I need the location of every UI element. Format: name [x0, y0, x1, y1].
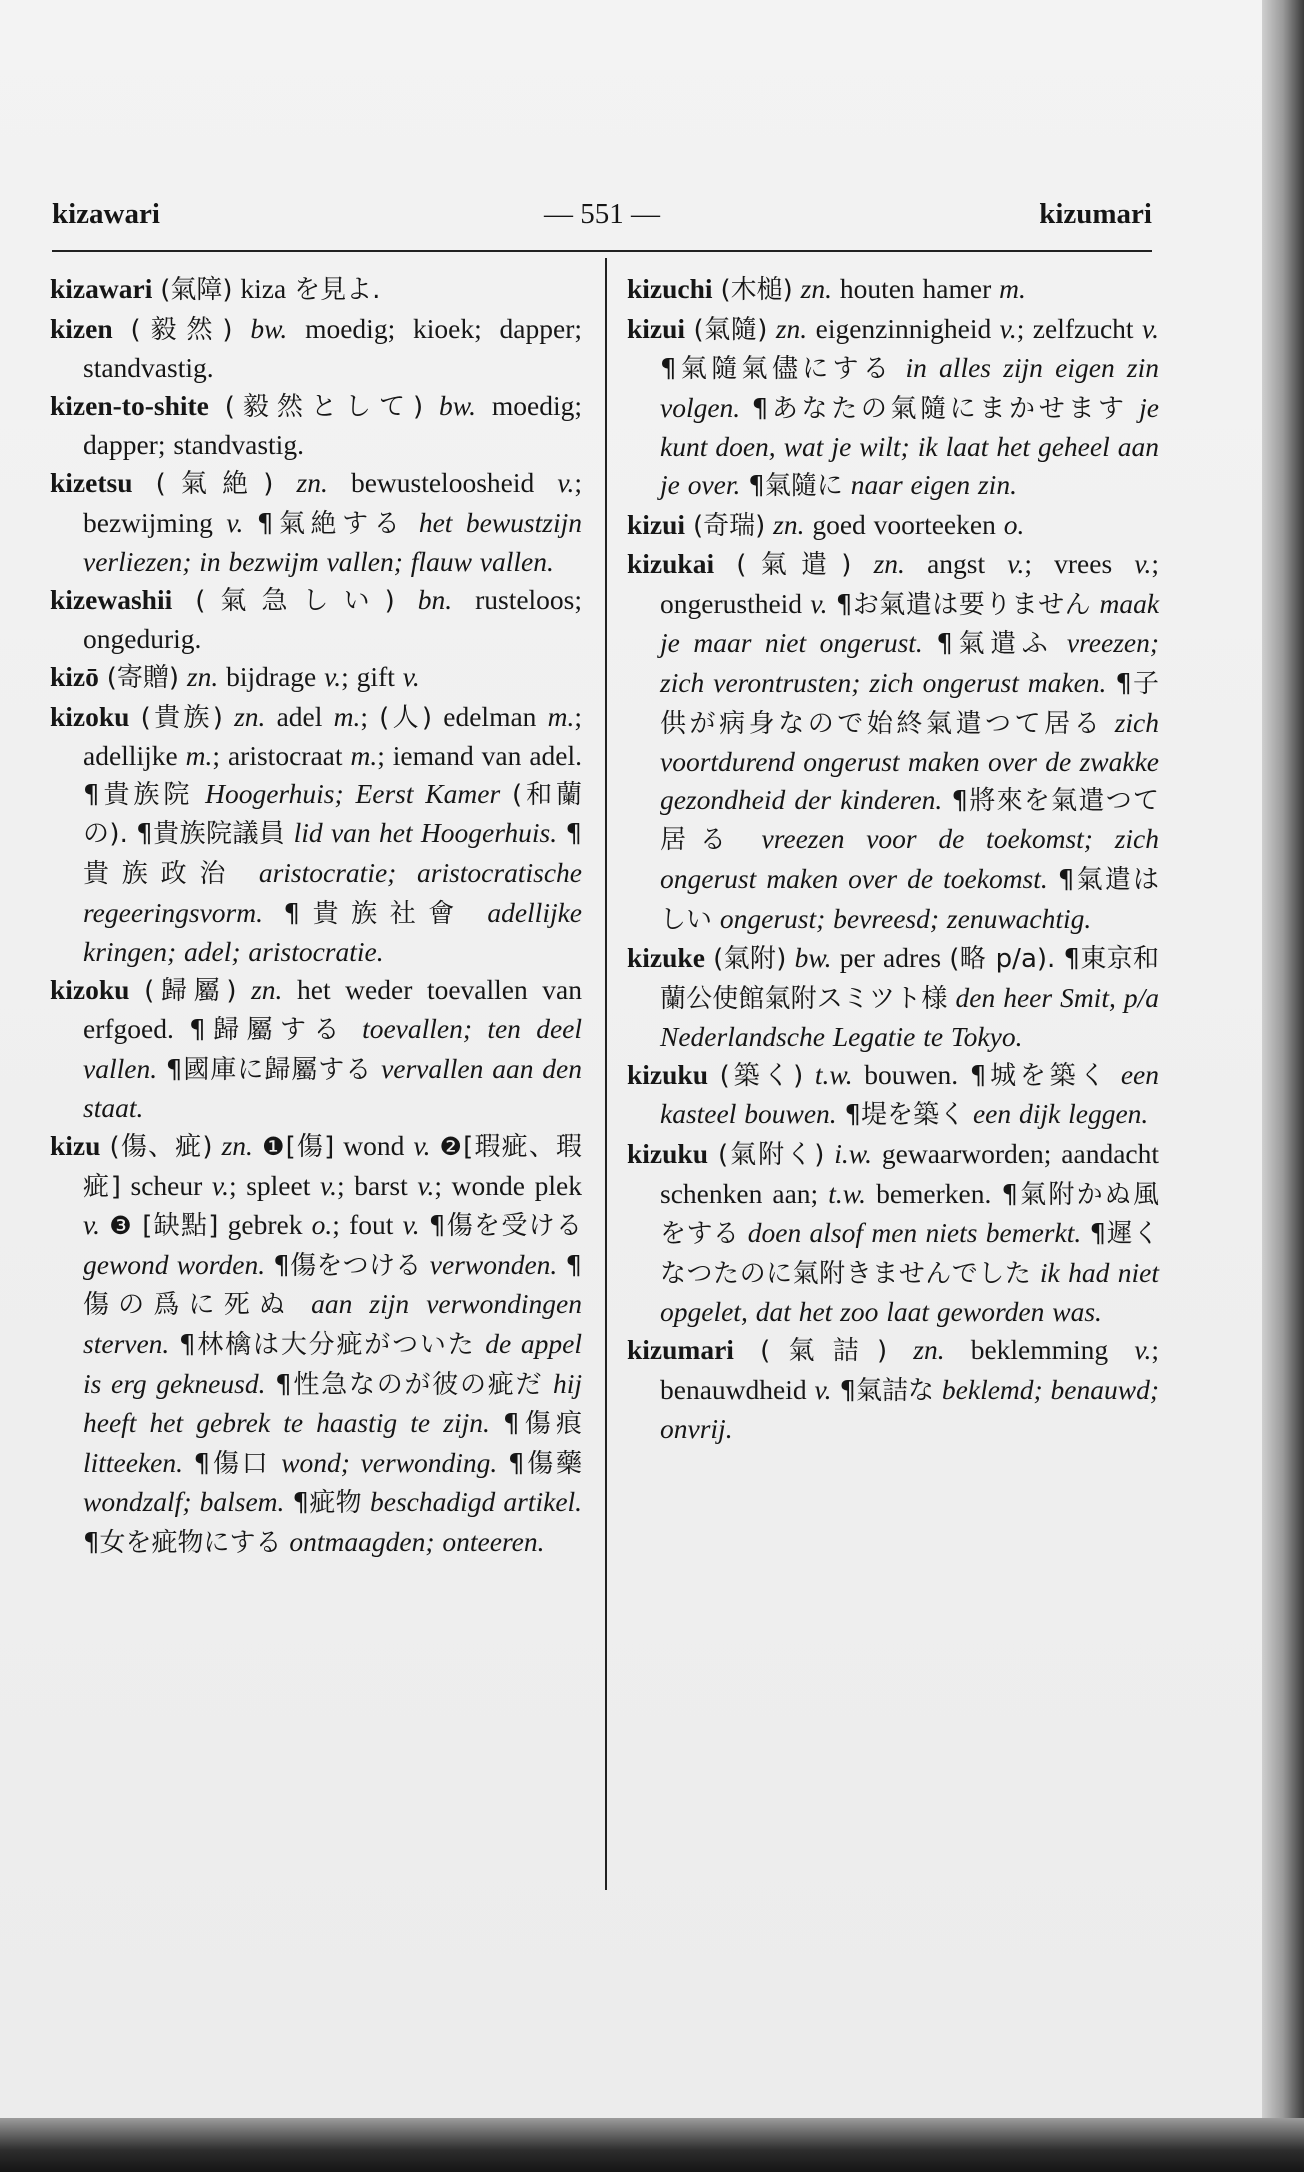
definition-text	[294, 1288, 311, 1319]
italic-text: t.w.	[814, 1058, 853, 1090]
japanese-text: ¶傷口	[193, 1448, 271, 1479]
definition-text	[99, 661, 107, 692]
definition-text	[708, 1059, 720, 1090]
dictionary-entry	[50, 698, 582, 971]
definition-text	[157, 1053, 166, 1084]
definition-text	[497, 1447, 508, 1478]
definition-text: bijdrage	[218, 660, 325, 692]
definition-text: ; benauwdheid	[660, 1334, 1159, 1405]
japanese-text: (貴族)	[140, 702, 223, 733]
japanese-text: (奇瑞)	[692, 510, 766, 541]
definition-text	[223, 701, 234, 732]
italic-text: v.	[413, 1130, 431, 1162]
definition-text: ; barst	[337, 1169, 418, 1201]
definition-text	[837, 1098, 845, 1129]
definition-text	[705, 942, 713, 973]
japanese-text: ¶傷の爲に死ぬ	[83, 1250, 583, 1321]
japanese-text: (氣附)	[713, 944, 787, 975]
italic-text: gewond worden.	[83, 1248, 266, 1280]
japanese-text: ¶東京和蘭公使館氣附スミツト様	[660, 944, 1160, 1014]
definition-text	[793, 273, 801, 304]
headword: kizu	[50, 1130, 101, 1162]
italic-text: naar eigen zin.	[850, 468, 1017, 500]
definition-text	[824, 1138, 834, 1169]
headword: kizetsu	[50, 466, 133, 498]
dictionary-entry	[627, 1056, 1159, 1135]
dictionary-entry	[627, 939, 1159, 1056]
definition-text	[237, 974, 252, 1005]
italic-text: v.	[324, 660, 342, 692]
japanese-text: (氣障)	[160, 275, 233, 305]
japanese-text: ¶氣遣ふ	[936, 629, 1054, 660]
japanese-text: ¶氣附かぬ風をする	[660, 1179, 1159, 1250]
definition-text	[934, 1374, 942, 1405]
definition-text	[233, 313, 251, 344]
definition-text: gebrek	[218, 1209, 312, 1241]
definition-text	[213, 1130, 222, 1161]
italic-text: een kasteel bouwen.	[660, 1058, 1159, 1130]
italic-text: het bewustzijn verliezen; in bezwijm vallen; flauw vallen.	[83, 506, 582, 578]
definition-text	[1048, 863, 1058, 894]
definition-text	[1103, 707, 1114, 738]
definition-text: bewusteloosheid	[327, 466, 558, 498]
italic-text: v.	[83, 1209, 101, 1241]
italic-text: zn.	[775, 312, 808, 344]
japanese-text: ¶國庫に歸屬する	[165, 1054, 373, 1085]
right-guide-word: kizumari	[1039, 198, 1152, 230]
headword: kizui	[627, 508, 686, 540]
definition-text: gewaarworden; aandacht schenken aan;	[660, 1138, 1159, 1209]
headword: kizoku	[50, 700, 130, 732]
definition-text	[1128, 392, 1140, 423]
definition-text	[395, 584, 418, 615]
definition-text	[285, 817, 293, 848]
definition-text	[372, 1053, 381, 1084]
definition-text	[490, 1407, 503, 1438]
japanese-text: ¶傷藥	[507, 1448, 583, 1479]
japanese-text: (毅然として)	[224, 391, 424, 422]
italic-text: o.	[1003, 508, 1025, 540]
definition-text	[1109, 1059, 1121, 1090]
japanese-text: [缺點]	[142, 1211, 219, 1242]
italic-text: t.w.	[828, 1177, 866, 1209]
italic-text: m.	[350, 740, 378, 772]
japanese-text: ¶氣詰な	[839, 1375, 935, 1406]
italic-text: zn.	[186, 660, 219, 692]
japanese-text: ¶林檎は大分疵がついた	[179, 1330, 476, 1361]
japanese-text: ¶城を築く	[969, 1060, 1110, 1091]
italic-text: zich voortdurend ongerust maken over de zwakke gezondheid der kinderen.	[660, 706, 1159, 815]
japanese-text: (寄贈)	[106, 662, 180, 693]
dictionary-entry	[50, 270, 582, 310]
italic-text: v.	[557, 466, 575, 498]
japanese-text: (和蘭の).	[83, 779, 582, 850]
definition-text: edelman	[432, 700, 548, 732]
japanese-text: を見よ.	[294, 275, 381, 305]
dictionary-entry	[627, 545, 1159, 939]
definition-text: ; ongerustheid	[660, 548, 1159, 619]
italic-text: een dijk leggen.	[972, 1098, 1149, 1130]
italic-text: bn.	[417, 583, 453, 615]
definition-text: beklemming	[944, 1334, 1135, 1366]
japanese-text: ¶氣遣はしい	[660, 864, 1159, 935]
definition-text	[739, 1217, 747, 1248]
japanese-text: (歸屬)	[144, 975, 237, 1006]
headword: kizui	[627, 312, 686, 344]
italic-text: lid van het Hoogerhuis.	[293, 817, 558, 849]
italic-text: zn.	[913, 1334, 945, 1366]
left-column	[50, 270, 582, 1563]
definition-text: ; aristocraat	[212, 740, 351, 772]
italic-text: m.	[333, 700, 361, 732]
italic-text: litteeken.	[83, 1446, 184, 1478]
italic-text: wond; verwonding.	[281, 1446, 498, 1478]
japanese-text: (氣急しい)	[195, 585, 395, 616]
definition-text	[172, 584, 195, 615]
definition-text	[113, 313, 131, 344]
definition-text: ; fout	[332, 1209, 403, 1241]
italic-text: aristocratie; aristocratische regeeringsvorm.	[83, 856, 582, 928]
definition-text	[467, 897, 487, 928]
italic-text: i.w.	[834, 1138, 872, 1170]
header-rule	[52, 250, 1152, 252]
definition-text	[179, 661, 187, 692]
headword: kizewashii	[50, 583, 173, 615]
definition-text	[734, 1334, 760, 1365]
definition-text	[1081, 1217, 1089, 1248]
definition-text	[405, 507, 418, 538]
italic-text: ik had niet opgelet, dat het zoo laat geworden was.	[660, 1256, 1159, 1328]
definition-text	[851, 548, 873, 579]
headword: kizoku	[50, 973, 130, 1005]
sense-number: ❶	[261, 1132, 286, 1162]
japanese-text: ¶將來を氣遣つて居る	[660, 785, 1160, 856]
headword: kizukai	[627, 548, 715, 580]
italic-text: zn.	[773, 508, 805, 540]
right-column	[627, 270, 1159, 1448]
sense-number: ❷	[439, 1132, 464, 1162]
italic-text: m.	[999, 273, 1026, 304]
italic-text: bw.	[794, 942, 832, 974]
italic-text: v.	[999, 312, 1017, 344]
dictionary-entry	[627, 1331, 1159, 1448]
japanese-text: [傷]	[285, 1132, 335, 1163]
definition-text	[712, 903, 720, 934]
definition-text	[129, 974, 144, 1005]
definition-text	[887, 1334, 913, 1365]
italic-text: m.	[185, 740, 213, 772]
definition-text	[965, 1098, 973, 1129]
headword: kizumari	[627, 1334, 734, 1366]
japanese-text: ¶あなたの氣隨にまかせます	[751, 393, 1128, 424]
definition-text: ; spleet	[228, 1169, 320, 1201]
dictionary-entry	[627, 270, 1159, 310]
definition-text	[243, 507, 256, 538]
italic-text: bw.	[439, 389, 476, 421]
definition-text	[347, 1013, 362, 1044]
definition-text	[133, 467, 156, 498]
definition-text	[714, 548, 736, 579]
dictionary-entry	[50, 387, 582, 464]
headword: kizuku	[627, 1058, 709, 1090]
italic-text: den heer Smit, p/a Nederlandsche Legatie te Tokyo.	[660, 981, 1159, 1053]
definition-text: scheur	[120, 1169, 212, 1201]
definition-text: ; wonde plek	[434, 1169, 582, 1201]
italic-text: zn.	[221, 1130, 253, 1162]
definition-text	[708, 1138, 718, 1169]
definition-text	[827, 588, 835, 619]
italic-text: toevallen; ten deel vallen.	[83, 1013, 583, 1084]
definition-text	[423, 390, 439, 421]
japanese-text: ¶性急なのが彼の疵だ	[275, 1369, 544, 1400]
italic-text: v.	[319, 1169, 338, 1201]
definition-text: bouwen.	[852, 1058, 970, 1090]
japanese-text: ¶傷を受ける	[428, 1211, 582, 1242]
italic-text: doen alsof men niets bemerkt.	[747, 1217, 1082, 1249]
definition-text: ; vrees	[1024, 548, 1135, 580]
definition-text: ; iemand van adel.	[377, 740, 583, 772]
definition-text: bemerken.	[865, 1177, 1002, 1209]
italic-text: verwonden.	[429, 1248, 558, 1280]
headword: kizuke	[627, 942, 705, 974]
definition-text	[183, 1447, 194, 1478]
japanese-text: ¶女を疵物にする	[83, 1528, 282, 1558]
headword: kizawari	[50, 273, 153, 304]
japanese-text: ¶氣隨氣儘にする	[660, 354, 894, 385]
japanese-text: (氣遣)	[736, 550, 852, 581]
definition-text: ; bezwijming	[83, 466, 583, 538]
definition-text	[430, 1130, 439, 1161]
dictionary-entry	[50, 581, 582, 658]
italic-text: vreezen voor de toekomst; zich ongerust maken over de toekomst.	[660, 823, 1160, 894]
italic-text: bw.	[250, 312, 288, 344]
definition-text	[765, 509, 773, 540]
japanese-text: ¶子供が病身なので始終氣遣つて居る	[660, 668, 1160, 739]
japanese-text: ¶傷痕	[502, 1409, 583, 1440]
definition-text: per adres	[831, 942, 950, 974]
definition-text	[271, 1447, 282, 1478]
definition-text	[129, 701, 140, 732]
italic-text: v.	[810, 587, 828, 619]
headword: kizuku	[627, 1138, 709, 1170]
definition-text	[803, 1059, 815, 1090]
italic-text: v.	[814, 1373, 832, 1405]
definition-text: angst	[904, 548, 1008, 580]
italic-text: de appel is erg gekneusd.	[83, 1328, 583, 1399]
definition-text: eigenzinnigheid	[807, 312, 1000, 344]
italic-text: v.	[417, 1169, 435, 1201]
dictionary-entry	[50, 464, 582, 581]
italic-text: zn.	[800, 273, 832, 304]
left-guide-word: kizawari	[52, 198, 160, 230]
italic-text: beklemd; benauwd; onvrij.	[660, 1373, 1160, 1445]
definition-text: het weder toevallen van erfgoed.	[83, 973, 583, 1045]
italic-text: v.	[1134, 548, 1152, 580]
japanese-text: (人)	[379, 702, 433, 733]
definition-text	[685, 313, 693, 344]
japanese-text: (毅然)	[130, 314, 233, 345]
definition-text	[169, 1328, 179, 1359]
definition-text	[100, 1130, 109, 1161]
dictionary-entry	[627, 310, 1159, 506]
italic-text: beschadigd artikel.	[370, 1486, 583, 1518]
italic-text: ontmaagden; onteeren.	[289, 1526, 545, 1557]
italic-text: zn.	[873, 548, 905, 580]
definition-text: moedig; kioek; dapper; standvastig.	[83, 312, 583, 384]
headword: kizen	[50, 312, 113, 344]
japanese-text: ¶氣隨に	[748, 470, 843, 501]
italic-text: maak je maar niet ongerust.	[660, 587, 1160, 659]
definition-text: ; gift	[341, 660, 403, 692]
italic-text: o.	[311, 1209, 333, 1241]
japanese-text: ¶貴族社會	[283, 898, 467, 929]
japanese-text: ¶歸屬する	[189, 1015, 347, 1046]
italic-text: hij heeft het gebrek te haastig te zijn.	[83, 1367, 583, 1439]
italic-text: v.	[402, 1209, 420, 1241]
definition-text	[685, 509, 693, 540]
definition-text	[543, 1368, 553, 1399]
definition-text	[193, 778, 205, 809]
definition-text: wond	[334, 1130, 414, 1162]
definition-text	[500, 778, 512, 809]
definition-text	[923, 627, 937, 658]
book-edge-bottom	[0, 2118, 1304, 2172]
japanese-text: (氣詰)	[760, 1336, 888, 1367]
definition-text	[263, 897, 283, 928]
definition-text	[740, 823, 762, 854]
japanese-text: [瑕疵、瑕疵]	[83, 1132, 582, 1202]
definition-text: houten hamer	[831, 273, 1000, 304]
japanese-text: (略 p/a).	[949, 944, 1056, 975]
italic-text: v.	[402, 660, 420, 692]
dictionary-entry	[50, 1127, 582, 1563]
definition-text: rusteloos; ongedurig.	[83, 583, 583, 655]
italic-text: m.	[547, 700, 575, 732]
dictionary-entry	[50, 971, 582, 1127]
sense-number: ❸	[109, 1211, 133, 1241]
dictionary-entry	[50, 310, 582, 387]
italic-text: v.	[1134, 1334, 1152, 1366]
japanese-text: ¶貴族院	[83, 779, 194, 810]
definition-text: ;	[360, 700, 380, 732]
italic-text: zn.	[296, 466, 328, 498]
dictionary-entry	[627, 506, 1159, 546]
definition-text	[740, 392, 752, 423]
japanese-text: (氣絶)	[155, 468, 274, 499]
definition-text: adel	[265, 700, 334, 732]
definition-text	[284, 1486, 292, 1517]
definition-text	[133, 1209, 142, 1240]
headword: kizuchi	[627, 273, 713, 304]
definition-text	[265, 1368, 275, 1399]
definition-text: ; adellijke	[83, 700, 582, 772]
italic-text: v.	[1007, 548, 1025, 580]
definition-text	[128, 817, 136, 848]
japanese-text: (氣附く)	[717, 1140, 825, 1171]
page-number: — 551 —	[544, 198, 660, 230]
italic-text: in alles zijn eigen zin volgen.	[660, 352, 1160, 423]
italic-text: adellijke kringen; adel; aristocratie.	[83, 896, 583, 968]
italic-text: zn.	[234, 700, 266, 732]
headword: kizō	[50, 660, 99, 692]
japanese-text: ¶貴族院議員	[136, 819, 286, 850]
definition-text: moedig; dapper; standvastig.	[83, 389, 582, 461]
italic-text: Hoogerhuis; Eerst Kamer	[205, 777, 501, 809]
japanese-text: (木槌)	[720, 275, 793, 305]
japanese-text: (築く)	[719, 1060, 804, 1091]
japanese-text: (氣隨)	[693, 314, 768, 345]
definition-text: kiza	[232, 273, 295, 304]
headword: kizen-to-shite	[50, 389, 209, 421]
italic-text: v.	[1141, 312, 1160, 344]
definition-text: ; zelfzucht	[1016, 312, 1142, 344]
italic-text: je kunt doen, wat je wilt; ik laat het geheel aan je over.	[660, 391, 1160, 500]
italic-text: v.	[226, 506, 244, 538]
definition-text	[420, 1209, 429, 1240]
definition-text	[786, 942, 794, 973]
japanese-text: ¶貴族政治	[83, 819, 582, 889]
japanese-text: ¶疵物	[292, 1488, 362, 1519]
definition-text	[476, 1328, 486, 1359]
column-divider	[605, 258, 607, 1890]
definition-text	[767, 313, 775, 344]
dictionary-entry	[50, 658, 582, 698]
definition-text	[843, 469, 851, 500]
japanese-text: ¶遲くなつたのに氣附きませんでした	[660, 1219, 1160, 1289]
definition-text	[422, 1249, 430, 1280]
definition-text	[362, 1486, 370, 1517]
japanese-text: ¶傷をつける	[273, 1250, 422, 1281]
definition-text	[1053, 627, 1067, 658]
japanese-text: ¶堤を築く	[844, 1100, 966, 1131]
japanese-text: ¶お氣遣は要りません	[835, 589, 1092, 620]
definition-text: goed voorteeken	[804, 508, 1004, 540]
definition-text	[1031, 1257, 1039, 1288]
japanese-text: (傷、疵)	[109, 1132, 213, 1163]
italic-text: vreezen; zich verontrusten; zich ongerust maken.	[660, 627, 1160, 698]
italic-text: wondzalf; balsem.	[83, 1486, 285, 1518]
italic-text: zn.	[251, 973, 283, 1005]
definition-text	[1055, 942, 1063, 973]
italic-text: v.	[211, 1169, 229, 1201]
italic-text: ongerust; bevreesd; zenuwachtig.	[719, 902, 1092, 934]
dictionary-entry	[627, 1135, 1159, 1331]
definition-text	[893, 352, 905, 383]
definition-text	[273, 467, 296, 498]
definition-text	[238, 857, 259, 888]
japanese-text: ¶氣絶する	[256, 508, 406, 539]
book-edge-right	[1262, 0, 1304, 2172]
italic-text: vervallen aan den staat.	[83, 1052, 583, 1124]
definition-text	[209, 390, 225, 421]
definition-text	[253, 1130, 262, 1161]
definition-text	[100, 1209, 109, 1240]
running-head	[52, 198, 1152, 240]
italic-text: aan zijn verwondingen sterven.	[83, 1288, 582, 1360]
